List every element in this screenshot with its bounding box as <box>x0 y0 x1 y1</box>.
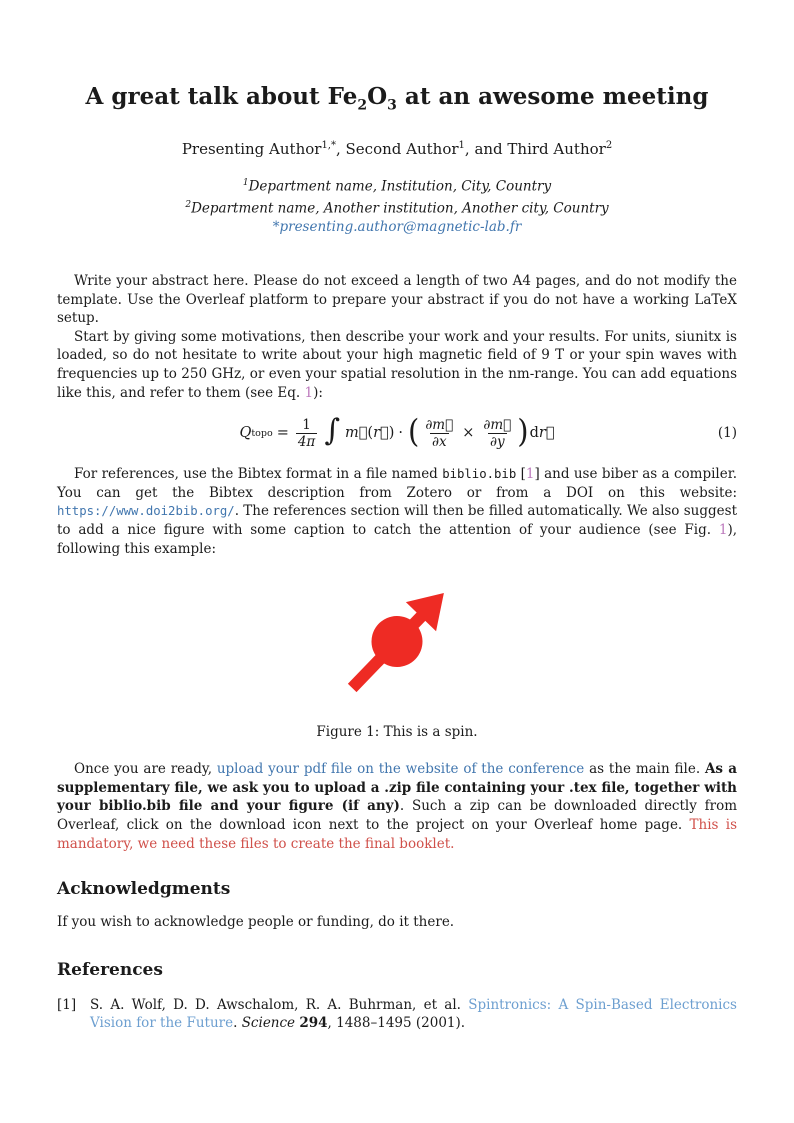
journal-name: Science <box>241 1015 296 1032</box>
paragraph-2-text-2: ): <box>313 384 323 401</box>
eq-dot-operator: · <box>398 425 403 442</box>
affiliation-line-1 <box>0 174 794 196</box>
eq-open-paren: ( <box>367 425 374 442</box>
reference-label: [1] <box>57 996 77 1013</box>
affiliation-text-2: Department name, Another institution, Another city, Country <box>191 200 609 217</box>
eq-dx-numerator: ∂m⃗ <box>425 416 454 433</box>
paragraph-4-text-1: Once you are ready, <box>74 761 217 778</box>
eq-m-vector: m⃗ <box>344 425 368 442</box>
eq-partial-x-fraction <box>423 417 455 450</box>
affiliation-line-2 <box>0 196 794 218</box>
upload-pdf-link[interactable]: upload your pdf file on the website of the conference <box>216 761 585 778</box>
title-text-3: at an awesome meeting <box>396 83 709 110</box>
abstract-paragraph-1: Write your abstract here. Please do not exceed a length of two A4 pages, and do not modify the template. Use the Overleaf platform to prepare your abstract if you do not have a working LaTeX setup. <box>57 273 737 327</box>
eq-big-open-paren: ( <box>408 412 420 450</box>
paragraph-3-text-5: ), following this example: <box>57 522 737 557</box>
supplementary-bold-text: As a supplementary file, we ask you to upload a .zip file containing your .tex file, together with your biblio.bib file and your figure (if any) <box>57 761 737 815</box>
paragraph-4-text-3: . Such a zip can be downloaded directly from Overleaf, click on the download icon next to the project on your Overleaf home page. <box>57 798 737 833</box>
eq-close-paren: ) <box>388 425 395 442</box>
references-info-paragraph <box>57 465 737 558</box>
paragraph-3-text-3: ] and use biber as a compiler. You can get the Bibtex description from Zotero or from a DOI on this website: <box>57 466 737 501</box>
email-link[interactable]: *presenting.author@magnetic-lab.fr <box>272 218 522 235</box>
author-name-2: , Second Author <box>335 139 459 158</box>
reference-after-title: . <box>233 1015 242 1032</box>
doi2bib-url-link[interactable]: https://www.doi2bib.org/ <box>57 504 235 519</box>
document-body <box>0 272 794 1033</box>
eq-dx-denominator: ∂x <box>431 433 447 450</box>
affiliations-block <box>0 174 794 237</box>
affiliation-marker-2: 2 <box>185 199 192 210</box>
citation-link[interactable]: 1 <box>525 466 535 483</box>
eq-lhs-subscript: topo <box>251 427 273 439</box>
paragraph-3-text-4: . The references section will then be filled automatically. We also suggest to add a nice figure with some caption to catch the attention of your audience (see Fig. <box>57 503 737 539</box>
paragraph-4-text-2: as the main file. <box>584 761 705 778</box>
eq-dy-denominator: ∂y <box>490 433 505 450</box>
eq-coef-denominator: 4π <box>297 433 316 450</box>
affiliation-marker-1: 1 <box>242 177 249 188</box>
equation-block <box>57 411 737 455</box>
eq-lhs-variable: Q <box>239 425 252 442</box>
integral-sign: ∫ <box>324 413 340 449</box>
author-affil-marker-1: 1,* <box>321 139 336 151</box>
eq-differential-r: r⃗ <box>538 425 555 442</box>
reference-pages: , 1488–1495 (2001). <box>327 1015 466 1032</box>
acknowledgments-heading: Acknowledgments <box>57 879 231 900</box>
mandatory-alert-text: This is mandatory, we need these files to create the final booklet. <box>57 817 737 852</box>
title-subscript-3: 3 <box>387 97 397 114</box>
figure-caption: Figure 1: This is a spin. <box>316 724 478 741</box>
author-affil-marker-3: 2 <box>605 139 613 151</box>
header-block <box>0 0 794 236</box>
equation-1 <box>239 412 555 450</box>
paragraph-2-text-1: Start by giving some motivations, then describe your work and your results. For units, siunitx is loaded, so do not hesitate to write about your high magnetic field of 9 T or your spin waves with frequencies up to 250 GHz, or even your spatial resolution in the nm-range. You can add equations like this, and refer to them (see Eq. <box>57 328 737 401</box>
affiliation-text-1: Department name, Institution, City, Country <box>248 178 552 195</box>
volume-number: 294 <box>299 1015 328 1032</box>
eq-partial-y-fraction <box>481 417 513 450</box>
reference-text <box>90 996 737 1033</box>
eq-r-vector: r⃗ <box>373 425 389 442</box>
reference-item <box>57 996 737 1033</box>
title-text-1: A great talk about Fe <box>85 83 358 110</box>
eq-equals-sign: = <box>276 425 289 442</box>
equation-number: (1) <box>717 425 737 442</box>
acknowledgments-text: If you wish to acknowledge people or funding, do it there. <box>57 914 455 931</box>
title-subscript-2: 2 <box>357 97 368 114</box>
eq-coefficient-fraction <box>296 417 317 450</box>
eq-cross-operator: × <box>462 425 475 442</box>
authors-line <box>0 135 794 160</box>
author-name-1: Presenting Author <box>181 139 322 158</box>
reference-title-link[interactable]: Spintronics: A Spin-Based Electronics Vision for the Future <box>90 996 737 1032</box>
title-text-2: O <box>367 83 388 110</box>
eq-dy-numerator: ∂m⃗ <box>483 416 512 433</box>
eq-big-close-paren: ) <box>517 412 529 450</box>
paper-title <box>0 82 794 121</box>
equation-reference-link[interactable]: 1 <box>304 384 314 401</box>
eq-coef-numerator: 1 <box>302 416 311 433</box>
author-affil-marker-2: 1 <box>458 139 465 151</box>
biblio-filename: biblio.bib <box>442 467 517 482</box>
abstract-paragraph-2 <box>57 328 737 402</box>
eq-differential-d: d <box>529 425 539 442</box>
author-name-3: , and Third Author <box>464 139 606 158</box>
spin-arrow-image <box>322 574 472 709</box>
upload-instructions-paragraph <box>57 760 737 853</box>
paragraph-3-text-2: [ <box>516 466 526 483</box>
reference-authors: S. A. Wolf, D. D. Awschalom, R. A. Buhrman, et al. <box>90 996 469 1013</box>
references-heading: References <box>57 959 163 980</box>
spin-figure <box>57 574 737 740</box>
figure-reference-link[interactable]: 1 <box>718 522 728 539</box>
email-line <box>0 218 794 237</box>
paragraph-3-text-1: For references, use the Bibtex format in a file named <box>74 466 443 483</box>
